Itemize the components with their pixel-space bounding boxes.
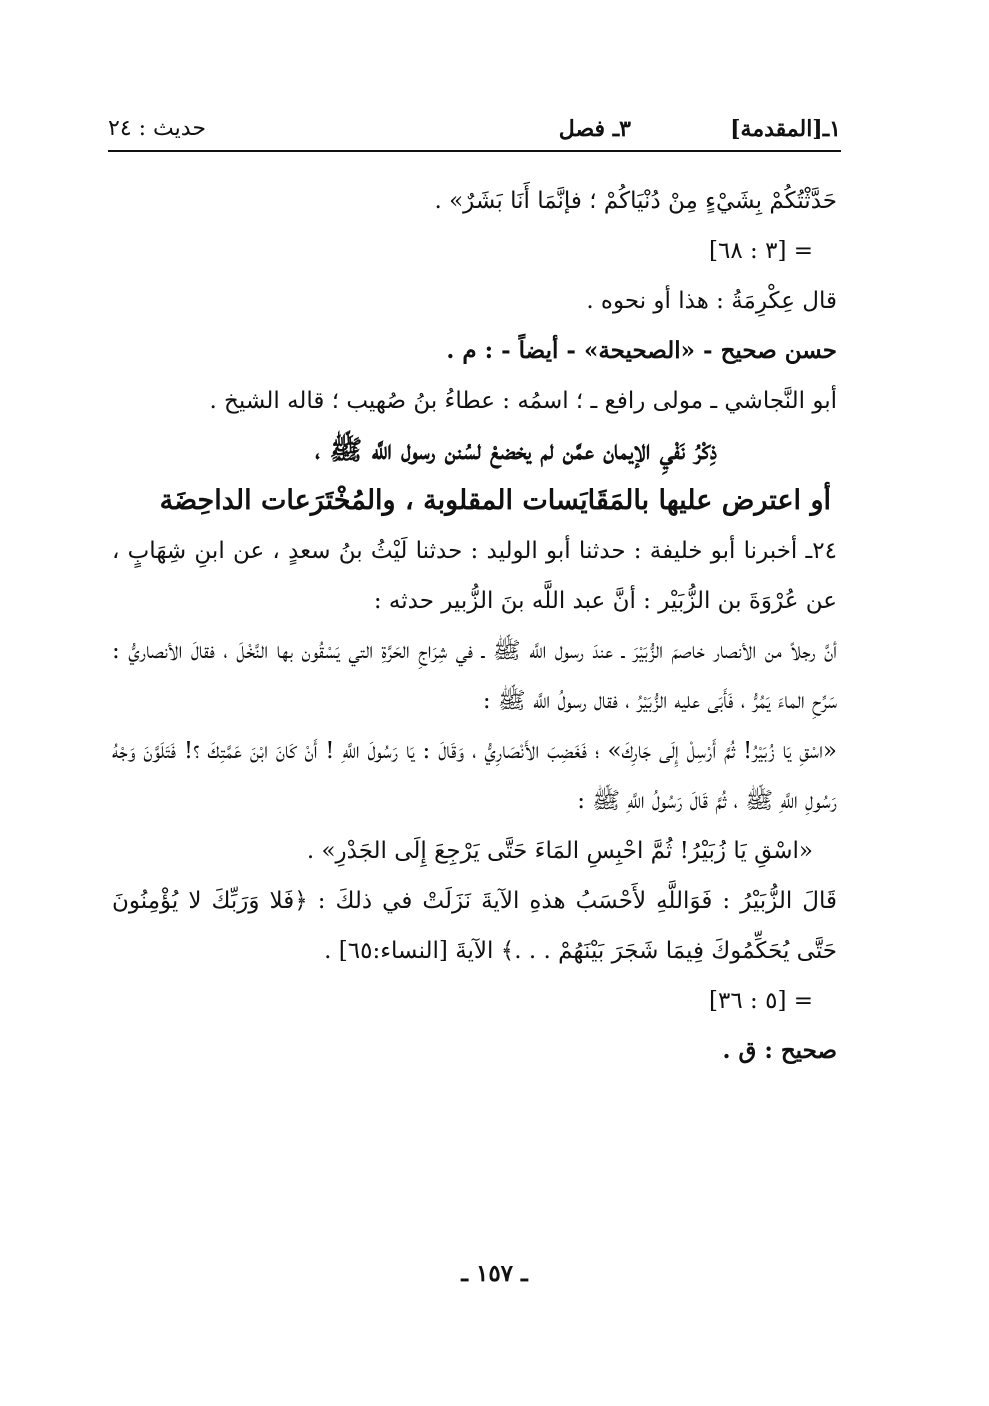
hadith-matn-1: أنَّ رجلاً من الأنصار خاصمَ الزُّبَيْرَ ـ عندَ رسول اللَّه ﷺ ـ في شِرَاجِ الحَرَّةِ التي يَسْقُون بها النَّخْلَ ، فقالَ الأنصاريُّ : سَرِّحِ الماءَ يَمُرُّ ، فَأَبَى عليه الزُّبَيْرُ ، فقال رسولُ اللَّه ﷺ : [112, 638, 837, 714]
hadith-matn-3: «اسْقِ يَا زُبَيْرُ! ثُمَّ احْبِسِ المَاءَ حَتَّى يَرْجِعَ إِلَى الجَدْرِ» . [306, 838, 813, 864]
reference-line-1: = [٣ : ٦٨] [709, 238, 813, 264]
header-chapter: ١ـ[المقدمة] [730, 116, 841, 142]
hadith-matn-4: قَالَ الزُّبَيْرُ : فَوَاللَّهِ لأَحْسَبُ هذهِ الآيةَ نَزَلَتْ في ذلكَ : ﴿فَلا وَرَبِّكَ لا يُؤْمِنُونَ حَتَّى يُحَكِّمُوكَ فِيمَا شَجَرَ بَيْنَهُمْ . . .﴾ الآيةَ [النساء:٦٥] . [112, 888, 837, 964]
text-line-1: حَدَّثْتُكُمْ بِشَيْءٍ مِنْ دُنْيَاكُمْ ؛ فإنَّمَا أَنَا بَشَرٌ» . [434, 188, 837, 214]
grading-line-1: حسن صحيح - «الصحيحة» - أيضاً - : م . [446, 337, 837, 364]
page-number: ـ ١٥٧ ـ [461, 1260, 528, 1287]
running-header [108, 108, 841, 148]
main-text [112, 176, 837, 1076]
hadith-matn-2: «اسْقِ يَا زُبَيْرُ! ثُمَّ أَرْسِلْ إِلَى جَارِكَ» ؛ فَغَضِبَ الأَنْصَارِيُّ ، وَقَالَ : يَا رَسُولَ اللَّهِ ! أَنْ كَانَ ابْنَ عَمَّتِكَ ؟! فَتَلَوَّنَ وَجْهُ رَسُولِ اللَّهِ ﷺ ، ثُمَّ قَالَ رَسُولُ اللَّهِ ﷺ : [112, 738, 837, 814]
header-rule [108, 150, 841, 152]
hadith-isnad: ٢٤ـ أخبرنا أبو خليفة : حدثنا أبو الوليد : حدثنا لَيْثُ بنُ سعدٍ ، عن ابنِ شِهَابٍ ، عن عُرْوَةَ بن الزُّبَيْر : أنَّ عبد اللَّه بنَ الزُّبير حدثه : [112, 538, 837, 614]
chapter-heading-line-1: ذِكْرُ نَفْيِ الإيمان عمَّن لم يخضعْ لسُنن رسول اللَّه ﷺ ، [315, 435, 717, 466]
text-line-ikrimah: قال عِكْرِمَةُ : هذا أو نحوه . [586, 288, 837, 314]
header-section: ٣ـ فصل [558, 116, 631, 142]
reference-line-2: = [٥ : ٣٦] [709, 988, 813, 1014]
header-hadith-ref: حديث : ٢٤ [108, 116, 206, 141]
grading-line-2: صحيح : ق . [722, 1037, 837, 1064]
narrator-note: أبو النَّجاشي ـ مولى رافع ـ ؛ اسمُه : عطاءُ بنُ صُهيب ؛ قاله الشيخ . [209, 388, 837, 414]
chapter-heading-line-2: أو اعترض عليها بالمَقَايَسات المقلوبة ، والمُخْتَرَعات الداحِضَة [159, 485, 831, 516]
